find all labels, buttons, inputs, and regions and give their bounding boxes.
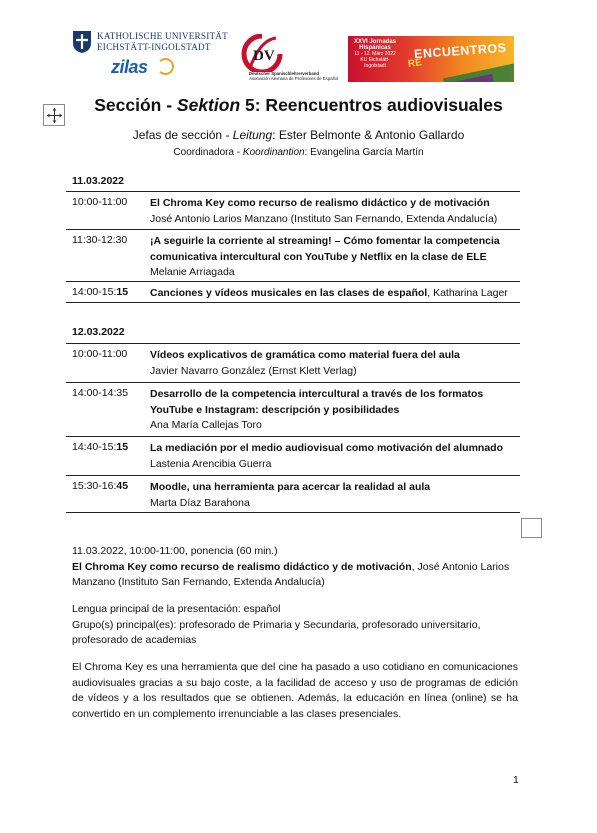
- session-row: [66, 343, 520, 382]
- schedule-day2: [66, 326, 520, 513]
- dsv-mark-icon: [236, 34, 288, 72]
- zilas-sun-icon: [157, 58, 174, 75]
- session-title: Vídeos explicativos de gramática como material fuera del aula: [150, 349, 460, 361]
- dsv-logo: [236, 34, 340, 82]
- day-date: 12.03.2022: [72, 326, 125, 338]
- abstract-language: Lengua principal de la presentación: español: [72, 603, 281, 615]
- abstract-author: , José Antonio Larios Manzano (Instituto San Fernando, Extenda Andalucía): [72, 560, 510, 588]
- reencuentros-banner: [348, 36, 514, 82]
- session-row: [66, 436, 520, 475]
- session-speaker: , Katharina Lager: [427, 287, 508, 299]
- session-row: [66, 382, 520, 436]
- session-time: 14:00-14:35: [72, 387, 129, 399]
- session-title: ¡A seguirle la corriente al streaming! – Cómo fomentar la competencia: [150, 235, 500, 247]
- banner-line1: XXVI Jornadas: [353, 39, 397, 45]
- coordinator: Coordinadora - Koordinantion: Evangelina García Martín: [173, 147, 424, 158]
- session-title-cont: comunicativa intercultural con YouTube y Netflix en la clase de ELE: [150, 250, 487, 263]
- abstract-audience: [72, 602, 518, 649]
- session-title: Canciones y vídeos musicales en las clases de español: [150, 287, 428, 299]
- page-number: 1: [513, 774, 519, 786]
- zilas-logo-text: zilas: [111, 57, 148, 77]
- abstract-body: El Chroma Key es una herramienta que del cine ha pasado a uso cotidiano en comunicaciones audiovisuales gracias a su bajo coste, a la facilidad de acceso y uso de programas de edición de vídeos y a los resultados que se obtienen. Además, la educación en línea (online) se ha convertido en un complemento irrenunciable a las clases presenciales.: [72, 661, 518, 720]
- session-speaker: José Antonio Larios Manzano (Instituto San Fernando, Extenda Andalucía): [150, 212, 498, 225]
- session-title: La mediación por el medio audiovisual como motivación del alumnado: [150, 442, 503, 454]
- session-time: 11:30-12:30: [72, 234, 128, 246]
- day-date: 11.03.2022: [72, 175, 124, 187]
- banner-line3: 11 - 12. März 2022: [354, 51, 396, 57]
- session-speaker: Javier Navarro González (Ernst Klett Verlag): [150, 364, 357, 377]
- session-row: [66, 229, 520, 281]
- session-row: [66, 281, 520, 303]
- schedule-day1: [66, 175, 520, 303]
- session-speaker: Lastenia Arencibia Guerra: [150, 457, 272, 470]
- banner-encuentros: ENCUENTROS: [413, 40, 507, 62]
- session-speaker: Ana María Callejas Toro: [150, 419, 262, 431]
- session-title: Moodle, una herramienta para acercar la realidad al aula: [150, 481, 431, 493]
- university-name-line1: KATHOLISCHE UNIVERSITÄT: [97, 31, 228, 41]
- session-speaker: Melanie Arriagada: [150, 266, 235, 278]
- session-row: [66, 475, 520, 513]
- section-heads: Jefas de sección - Leitung: Ester Belmonte & Antonio Gallardo: [132, 128, 465, 142]
- session-time: 14:40-15:15: [72, 441, 129, 453]
- university-crest-icon: [71, 30, 93, 54]
- session-speaker: Marta Díaz Barahona: [150, 496, 250, 509]
- banner-re: RE: [407, 57, 423, 70]
- banner-line4: KU Eichstätt-Ingolstadt: [360, 57, 390, 69]
- session-title: El Chroma Key como recurso de realismo didáctico y de motivación: [150, 197, 490, 209]
- page-title: Sección - Sektion 5: Reencuentros audiovisuales: [94, 95, 503, 115]
- session-time: 15:30-16:45: [72, 480, 129, 492]
- abstract-groups: Grupo(s) principal(es): profesorado de Primaria y Secundaria, profesorado universitario, profesorado de academias: [72, 618, 481, 646]
- banner-line2: Hispánicas: [359, 45, 391, 51]
- university-logo: [71, 30, 228, 78]
- session-time: 10:00-11:00: [72, 196, 128, 208]
- session-title: Desarrollo de la competencia intercultural a través de los formatos: [150, 388, 484, 400]
- university-name-line2: EICHSTÄTT-INGOLSTADT: [97, 42, 211, 52]
- abstract-meta: 11.03.2022, 10:00-11:00, ponencia (60 min.): [72, 545, 278, 557]
- dsv-name: Deutscher Spanischlehrerverband: [249, 71, 319, 76]
- session-row: [66, 191, 520, 229]
- session-time: 10:00-11:00: [72, 348, 128, 360]
- table-resize-handle[interactable]: [521, 518, 542, 538]
- dsv-subname: Asociación Alemana de Profesores de Español: [249, 76, 339, 81]
- session-time: 14:00-15:15: [72, 286, 129, 298]
- session-title-cont: YouTube e Instagram: descripción y posibilidades: [150, 403, 400, 416]
- abstract-header: [72, 544, 518, 591]
- svg-text:DV: DV: [253, 48, 275, 64]
- abstract-title: El Chroma Key como recurso de realismo didáctico y de motivación: [72, 560, 412, 573]
